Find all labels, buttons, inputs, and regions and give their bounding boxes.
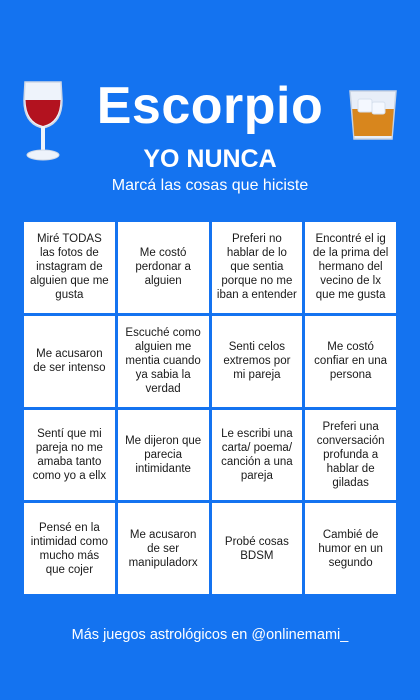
page-subtitle: YO NUNCA (143, 145, 277, 173)
bingo-cell[interactable]: Me dijeron que parecia intimidante (118, 410, 209, 501)
bingo-grid (24, 222, 396, 594)
bingo-cell[interactable]: Le escribi una carta/ poema/ canción a una pareja (212, 410, 303, 501)
header (0, 0, 420, 220)
bingo-cell[interactable]: Preferi no hablar de lo que sentia porque no me iban a entender (212, 222, 303, 313)
bingo-cell[interactable]: Me acusaron de ser manipuladorx (118, 503, 209, 594)
whisky-glass-icon (344, 85, 402, 143)
bingo-cell[interactable]: Me costó confiar en una persona (305, 316, 396, 407)
bingo-cell[interactable]: Senti celos extremos por mi pareja (212, 316, 303, 407)
bingo-cell[interactable]: Probé cosas BDSM (212, 503, 303, 594)
instructions-text: Marcá las cosas que hiciste (111, 177, 309, 194)
bingo-cell[interactable]: Escuché como alguien me mentia cuando ya sabia la verdad (118, 316, 209, 407)
bingo-cell[interactable]: Sentí que mi pareja no me amaba tanto como yo a ellx (24, 410, 115, 501)
page-title: Escorpio (96, 77, 324, 135)
bingo-cell[interactable]: Me costó perdonar a alguien (118, 222, 209, 313)
bingo-cell[interactable]: Preferi una conversación profunda a hablar de giladas (305, 410, 396, 501)
bingo-cell[interactable]: Cambié de humor en un segundo (305, 503, 396, 594)
bingo-cell[interactable]: Me acusaron de ser intenso (24, 316, 115, 407)
bingo-cell[interactable]: Miré TODAS las fotos de instagram de alguien que me gusta (24, 222, 115, 313)
bingo-cell[interactable]: Pensé en la intimidad como mucho más que cojer (24, 503, 115, 594)
footer-credit: Más juegos astrológicos en @onlinemami_ (71, 627, 349, 643)
bingo-cell[interactable]: Encontré el ig de la prima del hermano del vecino de lx que me gusta (305, 222, 396, 313)
